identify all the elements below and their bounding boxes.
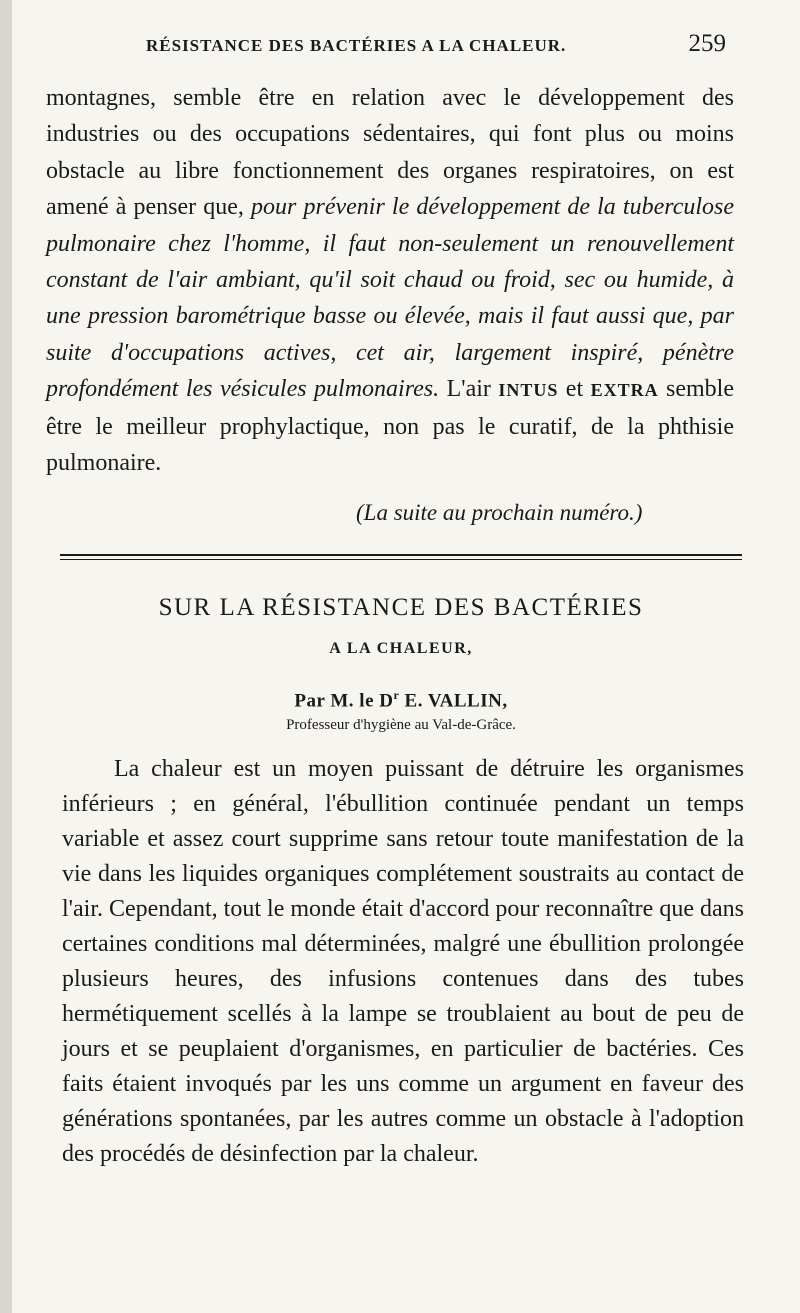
- article-paragraph: La chaleur est un moyen puissant de détruire les organismes inférieurs ; en général, l'ébullition continuée pendant un temps variable et assez court supprime sans retour toute manifestation de la vie dans les liquides organiques complétement soustraits au contact de l'air. Cependant, tout le monde était d'accord pour reconnaître que dans certaines conditions mal déterminées, malgré une ébullition prolongée plusieurs heures, des infusions contenues dans des tubes hermétiquement scellés à la lampe se troublaient au bout de peu de jours et se peuplaient d'organismes, en particulier de bactéries. Ces faits étaient invoqués par les uns comme un argument en faveur des générations spontanées, par les autres comme un obstacle à l'adoption des procédés de désinfection par la chaleur.: [62, 756, 744, 1167]
- paragraph-text: semble être le meilleur prophylactique, non pas le curatif, de la phthisie pulmonaire.: [46, 376, 734, 477]
- running-header: [60, 30, 740, 74]
- paragraph-text: montagnes, semble être en relation avec le développement des industries ou des occupations sédentaires, qui font plus ou moins obstacle au libre fonctionnement des organes respiratoires, on est amené à penser que,: [46, 85, 734, 221]
- small-caps-word: EXTRA: [590, 380, 659, 401]
- paragraph-text: L'air: [439, 376, 499, 403]
- continued-note: (La suite au prochain numéro.): [356, 500, 643, 525]
- page-edge-shadow: [0, 0, 12, 1313]
- author-name: E. VALLIN,: [399, 690, 508, 712]
- previous-article-paragraph: [46, 80, 734, 481]
- section-divider-thin: [60, 559, 742, 560]
- page-number: 259: [688, 30, 726, 57]
- author-title-superscript: r: [393, 688, 400, 702]
- running-title: RÉSISTANCE DES BACTÉRIES A LA CHALEUR.: [146, 36, 567, 55]
- article-title: SUR LA RÉSISTANCE DES BACTÉRIES: [158, 594, 644, 621]
- author-prefix: Par M. le D: [294, 690, 394, 712]
- section-divider: [60, 554, 742, 556]
- author-byline: [60, 688, 742, 712]
- article-subtitle: A LA CHALEUR,: [329, 640, 473, 657]
- author-affiliation: Professeur d'hygiène au Val-de-Grâce.: [286, 717, 516, 733]
- italic-passage: pour prévenir le développement de la tuberculose pulmonaire chez l'homme, il faut non-seulement un renouvellement constant de l'air ambiant, qu'il soit chaud ou froid, sec ou humide, à une pression barométrique basse ou élevée, mais il faut aussi que, par suite d'occupations actives, cet air, largement inspiré, pénètre profondément les vésicules pulmonaires.: [46, 194, 735, 403]
- paragraph-text: et: [558, 376, 591, 403]
- small-caps-word: INTUS: [498, 380, 559, 401]
